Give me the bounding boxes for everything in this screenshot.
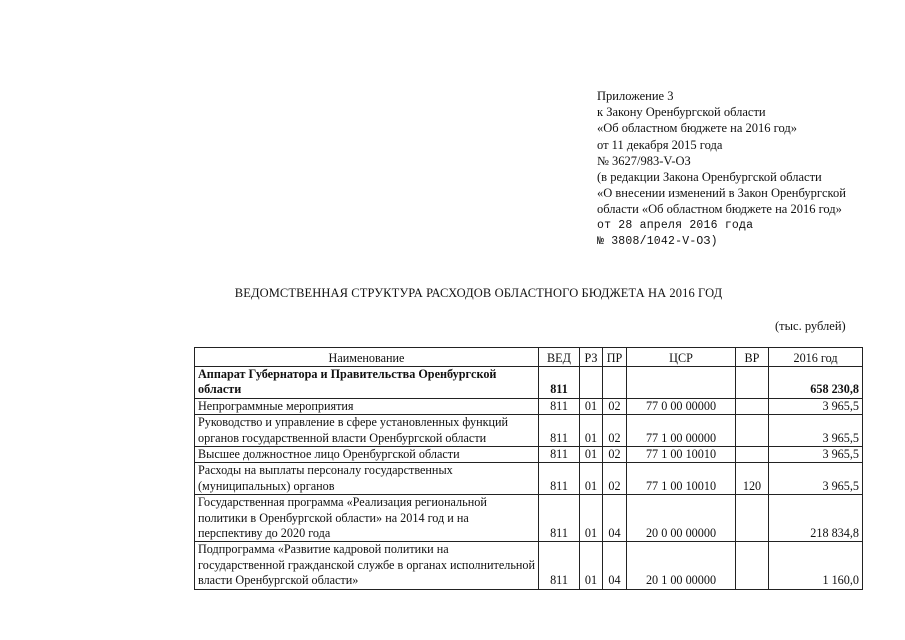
cell-sum: 3 965,5 (769, 463, 863, 495)
appendix-block (597, 88, 897, 250)
cell-rz (580, 367, 603, 399)
cell-pr: 02 (603, 415, 627, 447)
table-row (195, 415, 863, 447)
cell-pr: 02 (603, 398, 627, 414)
header-pr: ПР (603, 348, 627, 367)
cell-csr: 77 0 00 00000 (627, 398, 736, 414)
cell-pr: 02 (603, 463, 627, 495)
header-name: Наименование (195, 348, 539, 367)
table-row (195, 495, 863, 542)
table-row (195, 542, 863, 589)
cell-csr (627, 367, 736, 399)
cell-name: Расходы на выплаты персоналу государственных (муниципальных) органов (195, 463, 539, 495)
table-row (195, 367, 863, 399)
cell-pr: 02 (603, 447, 627, 463)
cell-vr (736, 542, 769, 589)
table-row (195, 463, 863, 495)
cell-csr: 20 0 00 00000 (627, 495, 736, 542)
cell-rz: 01 (580, 542, 603, 589)
cell-name: Руководство и управление в сфере установленных функций органов государственной власти Оренбургской области (195, 415, 539, 447)
cell-vr (736, 398, 769, 414)
cell-sum: 3 965,5 (769, 415, 863, 447)
cell-pr (603, 367, 627, 399)
cell-sum: 1 160,0 (769, 542, 863, 589)
cell-sum: 218 834,8 (769, 495, 863, 542)
cell-sum: 3 965,5 (769, 398, 863, 414)
cell-ved: 811 (539, 495, 580, 542)
cell-name: Государственная программа «Реализация региональной политики в Оренбургской области» на 2014 год и на перспективу до 2020 года (195, 495, 539, 542)
cell-vr: 120 (736, 463, 769, 495)
cell-ved: 811 (539, 447, 580, 463)
cell-csr: 77 1 00 10010 (627, 447, 736, 463)
cell-name: Подпрограмма «Развитие кадровой политики на государственной гражданской службе в органах исполнительной власти Оренбургской области» (195, 542, 539, 589)
cell-pr: 04 (603, 495, 627, 542)
cell-rz: 01 (580, 447, 603, 463)
cell-ved: 811 (539, 398, 580, 414)
header-sum: 2016 год (769, 348, 863, 367)
cell-name: Непрограммные мероприятия (195, 398, 539, 414)
cell-rz: 01 (580, 415, 603, 447)
document-title: ВЕДОМСТВЕННАЯ СТРУКТУРА РАСХОДОВ ОБЛАСТНОГО БЮДЖЕТА НА 2016 ГОД (234, 286, 723, 300)
table-row (195, 447, 863, 463)
appendix-line: области «Об областном бюджете на 2016 год» (597, 202, 842, 217)
appendix-line: «Об областном бюджете на 2016 год» (597, 121, 797, 136)
units-label: (тыс. рублей) (775, 319, 846, 333)
appendix-line: к Закону Оренбургской области (597, 105, 766, 120)
cell-rz: 01 (580, 495, 603, 542)
appendix-line: Приложение 3 (597, 89, 674, 103)
header-vr: ВР (736, 348, 769, 367)
cell-ved: 811 (539, 463, 580, 495)
budget-table (194, 347, 863, 590)
cell-name: Аппарат Губернатора и Правительства Оренбургской области (195, 367, 539, 399)
appendix-line-amendment-number: № 3808/1042-V-ОЗ) (597, 234, 718, 248)
table-header-row (195, 348, 863, 367)
table-row (195, 398, 863, 414)
appendix-line: № 3627/983-V-ОЗ (597, 153, 691, 168)
header-ved: ВЕД (539, 348, 580, 367)
cell-vr (736, 447, 769, 463)
cell-rz: 01 (580, 463, 603, 495)
header-rz: РЗ (580, 348, 603, 367)
appendix-line: «О внесении изменений в Закон Оренбургской (597, 186, 846, 201)
appendix-line: от 11 декабря 2015 года (597, 137, 723, 152)
appendix-line-amendment-date: от 28 апреля 2016 года (597, 218, 754, 232)
cell-vr (736, 495, 769, 542)
document-title-wrap (0, 286, 905, 301)
cell-csr: 77 1 00 00000 (627, 415, 736, 447)
cell-ved: 811 (539, 542, 580, 589)
cell-ved: 811 (539, 367, 580, 399)
cell-vr (736, 367, 769, 399)
header-csr: ЦСР (627, 348, 736, 367)
cell-csr: 20 1 00 00000 (627, 542, 736, 589)
cell-pr: 04 (603, 542, 627, 589)
cell-vr (736, 415, 769, 447)
cell-ved: 811 (539, 415, 580, 447)
cell-name: Высшее должностное лицо Оренбургской области (195, 447, 539, 463)
cell-csr: 77 1 00 10010 (627, 463, 736, 495)
appendix-line: (в редакции Закона Оренбургской области (597, 170, 822, 185)
cell-sum: 3 965,5 (769, 447, 863, 463)
cell-sum: 658 230,8 (769, 367, 863, 399)
cell-rz: 01 (580, 398, 603, 414)
